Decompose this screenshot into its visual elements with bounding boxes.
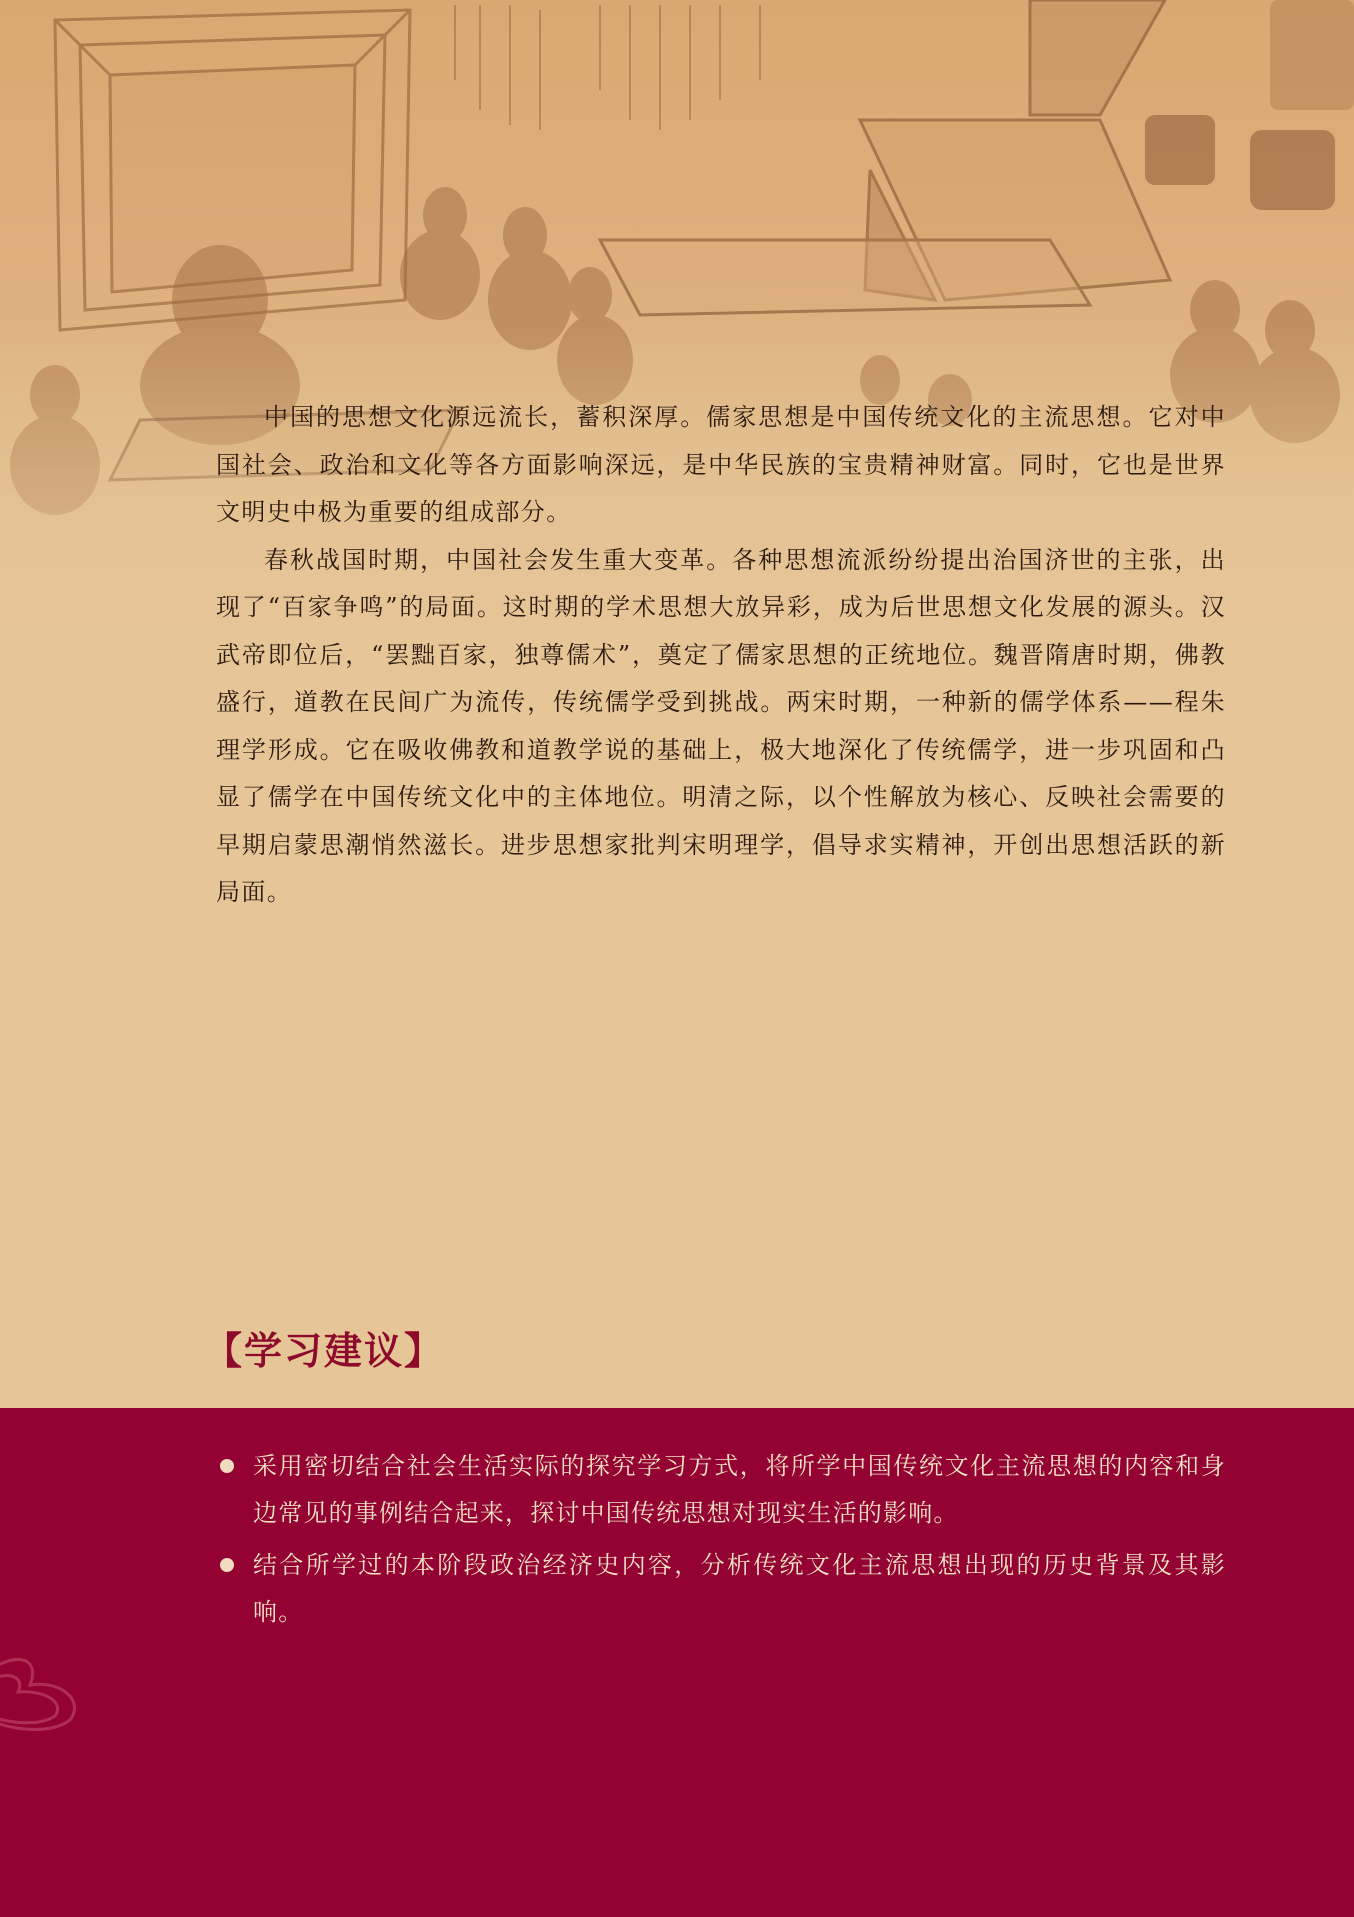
list-item-text: 结合所学过的本阶段政治经济史内容，分析传统文化主流思想出现的历史背景及其影响。 (253, 1551, 1226, 1626)
study-suggestions-heading: 【学习建议】 (204, 1328, 445, 1373)
cloud-ornament-icon (0, 1640, 90, 1740)
list-item (216, 1542, 1226, 1636)
calligraphy-marks (455, 5, 760, 130)
bronze-vessels (1145, 0, 1354, 210)
bullet-icon (220, 1459, 234, 1473)
intro-paragraph-2: 春秋战国时期，中国社会发生重大变革。各种思想流派纷纷提出治国济世的主张，出现了“百家争鸣”的局面。这时期的学术思想大放异彩，成为后世思想文化发展的源头。汉武帝即位后，“罢黜百家，独尊儒术”，奠定了儒家思想的正统地位。魏晋隋唐时期，佛教盛行，道教在民间广为流传，传统儒学受到挑战。两宋时期，一种新的儒学体系——程朱理学形成。它在吸收佛教和道教学说的基础上，极大地深化了传统儒学，进一步巩固和凸显了儒学在中国传统文化中的主体地位。明清之际，以个性解放为核心、反映社会需要的早期启蒙思潮悄然滋长。进步思想家批判宋明理学，倡导求实精神，开创出思想活跃的新局面。 (216, 545, 1226, 906)
screens (600, 0, 1170, 315)
list-item (216, 1443, 1226, 1537)
intro-paragraph-1: 中国的思想文化源远流长，蓄积深厚。儒家思想是中国传统文化的主流思想。它对中国社会、政治和文化等各方面影响深远，是中华民族的宝贵精神财富。同时，它也是世界文明史中极为重要的组成部分。 (216, 403, 1226, 526)
study-suggestions-list (216, 1443, 1226, 1641)
bullet-icon (220, 1558, 234, 1572)
intro-text (216, 394, 1226, 917)
list-item-text: 采用密切结合社会生活实际的探究学习方式，将所学中国传统文化主流思想的内容和身边常见的事例结合起来，探讨中国传统思想对现实生活的影响。 (253, 1452, 1226, 1527)
